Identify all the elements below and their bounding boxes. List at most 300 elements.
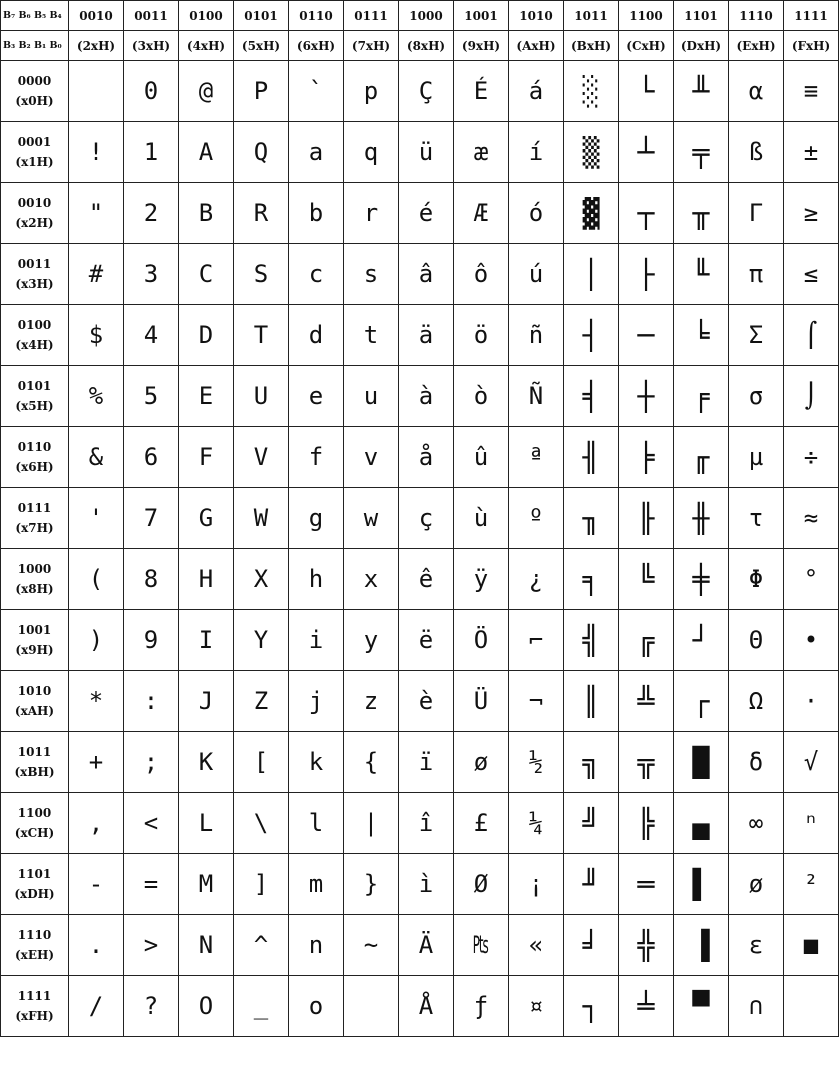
character-cell	[784, 976, 839, 1037]
character-cell: ≈	[784, 488, 839, 549]
row-hex: (x3H)	[15, 277, 54, 291]
character-cell: Q	[234, 122, 289, 183]
column-code: 1110	[729, 1, 784, 31]
character-cell: ë	[399, 610, 454, 671]
character-cell: P	[234, 61, 289, 122]
row-hex: (xBH)	[14, 765, 55, 779]
character-cell: ╣	[564, 610, 619, 671]
row-hex: (x0H)	[15, 94, 54, 108]
character-cell: ñ	[509, 305, 564, 366]
column-hex: (7xH)	[344, 31, 399, 61]
character-cell: ╞	[619, 427, 674, 488]
character-cell: N	[179, 915, 234, 976]
character-cell: ┼	[619, 366, 674, 427]
character-cell: U	[234, 366, 289, 427]
row-header	[1, 854, 69, 915]
character-cell: ╥	[674, 183, 729, 244]
character-cell: <	[124, 793, 179, 854]
character-cell: J	[179, 671, 234, 732]
character-cell: ≡	[784, 61, 839, 122]
character-cell: 8	[124, 549, 179, 610]
character-cell: S	[234, 244, 289, 305]
table-row	[1, 427, 839, 488]
character-cell: :	[124, 671, 179, 732]
character-cell: •	[784, 610, 839, 671]
character-cell: L	[179, 793, 234, 854]
column-code: 0100	[179, 1, 234, 31]
character-cell: .	[69, 915, 124, 976]
row-hex: (xAH)	[14, 704, 55, 718]
character-cell: {	[344, 732, 399, 793]
character-cell: ╤	[674, 122, 729, 183]
character-cell: ╪	[674, 549, 729, 610]
character-cell: Æ	[454, 183, 509, 244]
row-header	[1, 61, 69, 122]
character-cell: ⁿ	[784, 793, 839, 854]
character-cell: Ö	[454, 610, 509, 671]
character-cell: û	[454, 427, 509, 488]
character-cell: r	[344, 183, 399, 244]
row-hex: (x2H)	[15, 216, 54, 230]
character-cell: @	[179, 61, 234, 122]
row-hex: (x9H)	[15, 643, 54, 657]
character-cell: 0	[124, 61, 179, 122]
character-cell: ┤	[564, 305, 619, 366]
character-cell: ╕	[564, 549, 619, 610]
column-code: 0010	[69, 1, 124, 31]
row-code: 0000	[17, 74, 52, 88]
character-cell: É	[454, 61, 509, 122]
table-row	[1, 183, 839, 244]
character-cell: V	[234, 427, 289, 488]
character-cell: ô	[454, 244, 509, 305]
character-cell: I	[179, 610, 234, 671]
character-cell: ,	[69, 793, 124, 854]
character-cell: c	[289, 244, 344, 305]
row-code: 0011	[17, 257, 52, 271]
character-cell: Θ	[729, 610, 784, 671]
row-hex: (x1H)	[15, 155, 54, 169]
character-cell: ~	[344, 915, 399, 976]
character-cell: Ø	[454, 854, 509, 915]
character-cell: D	[179, 305, 234, 366]
character-cell: -	[69, 854, 124, 915]
character-cell: ¡	[509, 854, 564, 915]
character-cell: √	[784, 732, 839, 793]
column-code: 0110	[289, 1, 344, 31]
character-cell: "	[69, 183, 124, 244]
character-cell: ╗	[564, 732, 619, 793]
character-cell: '	[69, 488, 124, 549]
character-cell: ª	[509, 427, 564, 488]
character-cell: ?	[124, 976, 179, 1037]
column-hex: (BxH)	[564, 31, 619, 61]
character-cell: k	[289, 732, 344, 793]
character-cell: a	[289, 122, 344, 183]
row-hex: (xCH)	[14, 826, 55, 840]
column-hex: (4xH)	[179, 31, 234, 61]
row-hex: (xFH)	[15, 1009, 54, 1023]
row-header	[1, 305, 69, 366]
character-cell: ₧	[454, 915, 509, 976]
row-code: 0111	[17, 501, 52, 515]
character-cell: W	[234, 488, 289, 549]
row-code: 1001	[17, 623, 52, 637]
character-cell: u	[344, 366, 399, 427]
character-cell: ▄	[674, 793, 729, 854]
character-cell: ²	[784, 854, 839, 915]
character-cell: ^	[234, 915, 289, 976]
header-row-bits-high	[1, 1, 839, 31]
character-cell: s	[344, 244, 399, 305]
table-row	[1, 488, 839, 549]
character-cell: ó	[509, 183, 564, 244]
table-row	[1, 122, 839, 183]
character-cell: 9	[124, 610, 179, 671]
character-cell: å	[399, 427, 454, 488]
character-cell: ▀	[674, 976, 729, 1037]
character-cell: ä	[399, 305, 454, 366]
row-header	[1, 610, 69, 671]
character-cell: â	[399, 244, 454, 305]
character-cell: é	[399, 183, 454, 244]
character-cell: ¤	[509, 976, 564, 1037]
column-hex: (6xH)	[289, 31, 344, 61]
character-cell: ╛	[564, 915, 619, 976]
header-row-bits-low	[1, 31, 839, 61]
character-cell	[344, 976, 399, 1037]
character-cell: ╬	[619, 915, 674, 976]
character-cell: ╜	[564, 854, 619, 915]
row-code: 1100	[17, 806, 52, 820]
character-cell: ╒	[674, 366, 729, 427]
character-cell: (	[69, 549, 124, 610]
row-header	[1, 671, 69, 732]
row-code: 0010	[17, 196, 52, 210]
character-cell: 7	[124, 488, 179, 549]
column-hex: (FxH)	[784, 31, 839, 61]
character-cell: Ç	[399, 61, 454, 122]
row-header	[1, 549, 69, 610]
character-cell: £	[454, 793, 509, 854]
character-cell: δ	[729, 732, 784, 793]
character-cell: ▐	[674, 915, 729, 976]
character-cell: ÷	[784, 427, 839, 488]
column-hex: (5xH)	[234, 31, 289, 61]
character-cell: ú	[509, 244, 564, 305]
character-cell: m	[289, 854, 344, 915]
row-header	[1, 427, 69, 488]
row-header	[1, 488, 69, 549]
character-cell: ¿	[509, 549, 564, 610]
column-hex: (CxH)	[619, 31, 674, 61]
character-cell: ╝	[564, 793, 619, 854]
table-row	[1, 732, 839, 793]
character-cell: z	[344, 671, 399, 732]
character-cell: î	[399, 793, 454, 854]
character-cell: ║	[564, 671, 619, 732]
character-cell: ò	[454, 366, 509, 427]
character-cell: ·	[784, 671, 839, 732]
character-cell: Ä	[399, 915, 454, 976]
character-cell: ø	[454, 732, 509, 793]
character-cell: A	[179, 122, 234, 183]
character-cell: }	[344, 854, 399, 915]
character-cell: ╧	[619, 976, 674, 1037]
high-bits-label: B₇ B₆ B₅ B₄	[1, 1, 69, 31]
character-cell: `	[289, 61, 344, 122]
row-hex: (xEH)	[15, 948, 54, 962]
character-cell: σ	[729, 366, 784, 427]
character-cell: $	[69, 305, 124, 366]
character-cell: |	[344, 793, 399, 854]
table-row	[1, 244, 839, 305]
character-cell: æ	[454, 122, 509, 183]
character-cell: Z	[234, 671, 289, 732]
character-cell: q	[344, 122, 399, 183]
character-cell: o	[289, 976, 344, 1037]
character-cell: Ω	[729, 671, 784, 732]
character-cell: h	[289, 549, 344, 610]
character-cell: G	[179, 488, 234, 549]
row-hex: (x5H)	[15, 399, 54, 413]
table-row	[1, 366, 839, 427]
character-cell: ö	[454, 305, 509, 366]
character-cell	[69, 61, 124, 122]
character-cell: ü	[399, 122, 454, 183]
character-cell: τ	[729, 488, 784, 549]
column-hex: (AxH)	[509, 31, 564, 61]
character-cell: ∞	[729, 793, 784, 854]
table-row	[1, 305, 839, 366]
character-cell: n	[289, 915, 344, 976]
character-cell: │	[564, 244, 619, 305]
character-cell: &	[69, 427, 124, 488]
character-cell: ⌐	[509, 610, 564, 671]
character-cell: ┘	[674, 610, 729, 671]
character-cell: ⌡	[784, 366, 839, 427]
character-cell: T	[234, 305, 289, 366]
character-cell: y	[344, 610, 399, 671]
character-cell: ╫	[674, 488, 729, 549]
character-cell: X	[234, 549, 289, 610]
character-cell: 4	[124, 305, 179, 366]
table-row	[1, 915, 839, 976]
character-cell: ├	[619, 244, 674, 305]
table-row	[1, 793, 839, 854]
character-cell: \	[234, 793, 289, 854]
character-cell: ±	[784, 122, 839, 183]
character-cell: á	[509, 61, 564, 122]
character-cell: è	[399, 671, 454, 732]
table-row	[1, 549, 839, 610]
character-cell: ▓	[564, 183, 619, 244]
character-cell: ┌	[674, 671, 729, 732]
character-cell: ─	[619, 305, 674, 366]
column-code: 1101	[674, 1, 729, 31]
column-code: 1111	[784, 1, 839, 31]
row-hex: (xDH)	[14, 887, 55, 901]
row-code: 1011	[17, 745, 52, 759]
character-cell: ]	[234, 854, 289, 915]
row-code: 1010	[17, 684, 52, 698]
character-cell: ƒ	[454, 976, 509, 1037]
character-cell: ┴	[619, 122, 674, 183]
character-cell: ░	[564, 61, 619, 122]
character-cell: b	[289, 183, 344, 244]
low-bits-label: B₃ B₂ B₁ B₀	[1, 31, 69, 61]
character-cell: ╚	[619, 549, 674, 610]
table-row	[1, 61, 839, 122]
table-row	[1, 610, 839, 671]
character-cell: j	[289, 671, 344, 732]
character-cell: ⌠	[784, 305, 839, 366]
row-header	[1, 366, 69, 427]
character-cell: [	[234, 732, 289, 793]
column-hex: (ExH)	[729, 31, 784, 61]
character-cell: v	[344, 427, 399, 488]
character-cell: x	[344, 549, 399, 610]
character-cell: ù	[454, 488, 509, 549]
row-hex: (x6H)	[15, 460, 54, 474]
character-cell: *	[69, 671, 124, 732]
character-cell: O	[179, 976, 234, 1037]
row-code: 1111	[17, 989, 52, 1003]
character-cell: F	[179, 427, 234, 488]
column-code: 1100	[619, 1, 674, 31]
character-cell: i	[289, 610, 344, 671]
table-row	[1, 671, 839, 732]
character-cell: Σ	[729, 305, 784, 366]
row-code: 0001	[17, 135, 52, 149]
character-cell: Ü	[454, 671, 509, 732]
character-cell: ß	[729, 122, 784, 183]
character-cell: ╦	[619, 732, 674, 793]
column-code: 0011	[124, 1, 179, 31]
character-cell: à	[399, 366, 454, 427]
character-cell: ∩	[729, 976, 784, 1037]
column-code: 0101	[234, 1, 289, 31]
row-hex: (x7H)	[15, 521, 54, 535]
character-cell: ì	[399, 854, 454, 915]
character-cell: 1	[124, 122, 179, 183]
character-cell: ï	[399, 732, 454, 793]
row-code: 1101	[17, 867, 52, 881]
character-cell: ═	[619, 854, 674, 915]
character-cell: π	[729, 244, 784, 305]
character-cell: ¬	[509, 671, 564, 732]
character-cell: ╔	[619, 610, 674, 671]
row-code: 1110	[17, 928, 52, 942]
row-header	[1, 976, 69, 1037]
row-code: 0110	[17, 440, 52, 454]
character-cell: #	[69, 244, 124, 305]
row-header	[1, 122, 69, 183]
column-code: 0111	[344, 1, 399, 31]
character-cell: ê	[399, 549, 454, 610]
column-code: 1000	[399, 1, 454, 31]
character-cell: f	[289, 427, 344, 488]
character-cell: 5	[124, 366, 179, 427]
character-cell: w	[344, 488, 399, 549]
row-header	[1, 183, 69, 244]
column-code: 1001	[454, 1, 509, 31]
character-cell: α	[729, 61, 784, 122]
character-cell: µ	[729, 427, 784, 488]
character-cell: /	[69, 976, 124, 1037]
character-cell: ;	[124, 732, 179, 793]
character-cell: í	[509, 122, 564, 183]
row-hex: (x4H)	[15, 338, 54, 352]
column-hex: (9xH)	[454, 31, 509, 61]
column-hex: (3xH)	[124, 31, 179, 61]
character-cell: ÿ	[454, 549, 509, 610]
character-cell: ¼	[509, 793, 564, 854]
character-cell: H	[179, 549, 234, 610]
table-row	[1, 854, 839, 915]
character-cell: d	[289, 305, 344, 366]
character-cell: ╟	[619, 488, 674, 549]
character-cell: e	[289, 366, 344, 427]
character-cell: ▒	[564, 122, 619, 183]
row-header	[1, 915, 69, 976]
character-cell: ■	[784, 915, 839, 976]
character-cell: └	[619, 61, 674, 122]
character-cell: +	[69, 732, 124, 793]
column-hex: (DxH)	[674, 31, 729, 61]
character-cell: ╠	[619, 793, 674, 854]
character-cell: !	[69, 122, 124, 183]
character-cell: 2	[124, 183, 179, 244]
character-cell: p	[344, 61, 399, 122]
character-cell: l	[289, 793, 344, 854]
row-code: 0101	[17, 379, 52, 393]
character-cell: Γ	[729, 183, 784, 244]
character-cell: t	[344, 305, 399, 366]
character-cell: ╓	[674, 427, 729, 488]
character-cell: ┐	[564, 976, 619, 1037]
character-cell: ø	[729, 854, 784, 915]
row-code: 1000	[17, 562, 52, 576]
column-hex: (8xH)	[399, 31, 454, 61]
character-cell: 3	[124, 244, 179, 305]
character-cell: Å	[399, 976, 454, 1037]
character-cell: Ñ	[509, 366, 564, 427]
column-code: 1011	[564, 1, 619, 31]
character-cell: E	[179, 366, 234, 427]
character-cell: █	[674, 732, 729, 793]
character-cell: ╡	[564, 366, 619, 427]
character-cell: ε	[729, 915, 784, 976]
character-cell: «	[509, 915, 564, 976]
character-cell: Y	[234, 610, 289, 671]
column-hex: (2xH)	[69, 31, 124, 61]
character-cell: M	[179, 854, 234, 915]
character-cell: °	[784, 549, 839, 610]
character-cell: ╖	[564, 488, 619, 549]
character-cell: ½	[509, 732, 564, 793]
row-header	[1, 732, 69, 793]
character-cell: =	[124, 854, 179, 915]
character-cell: 6	[124, 427, 179, 488]
character-cell: %	[69, 366, 124, 427]
character-cell: º	[509, 488, 564, 549]
row-code: 0100	[17, 318, 52, 332]
character-cell: ╘	[674, 305, 729, 366]
character-cell: ┬	[619, 183, 674, 244]
character-cell: ╙	[674, 244, 729, 305]
character-cell: g	[289, 488, 344, 549]
